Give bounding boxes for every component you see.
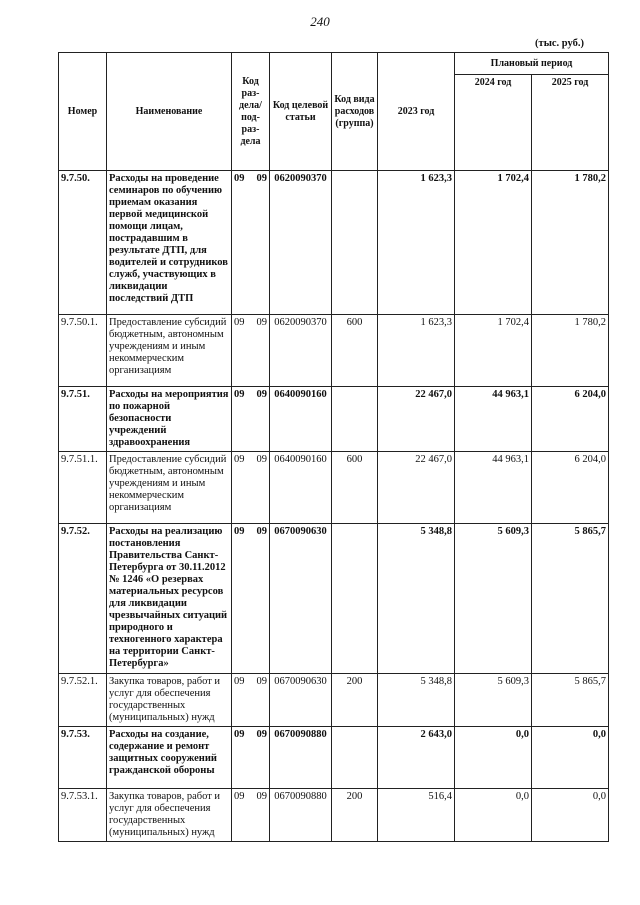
table-body	[59, 171, 609, 842]
row-section-sec1: 09	[234, 791, 245, 802]
row-2024: 1 702,4	[455, 315, 532, 387]
row-section-sec1: 09	[234, 317, 245, 328]
row-section-sec1: 09	[234, 526, 245, 537]
table-row	[59, 452, 609, 524]
table-row	[59, 315, 609, 387]
row-section	[232, 387, 270, 452]
header-name: Наименование	[107, 53, 232, 171]
row-name: Закупка товаров, работ и услуг для обеспечения государственных (муниципальных) нужд	[107, 789, 232, 842]
row-section-sec2: 09	[256, 791, 267, 802]
row-section-sec2: 09	[256, 676, 267, 687]
row-expense	[332, 727, 378, 789]
row-2025: 5 865,7	[532, 524, 609, 674]
row-2023: 1 623,3	[378, 315, 455, 387]
row-name: Предоставление субсидий бюджетным, автономным учреждениям и иным некоммерческим организациям	[107, 452, 232, 524]
header-2023: 2023 год	[378, 53, 455, 171]
row-2025: 6 204,0	[532, 452, 609, 524]
row-section	[232, 524, 270, 674]
row-section-sec2: 09	[256, 526, 267, 537]
row-section-sec1: 09	[234, 729, 245, 740]
row-2024: 44 963,1	[455, 387, 532, 452]
row-2024: 0,0	[455, 727, 532, 789]
row-section-sec1: 09	[234, 173, 245, 184]
row-2025: 0,0	[532, 727, 609, 789]
row-section	[232, 452, 270, 524]
header-target: Код целевой статьи	[270, 53, 332, 171]
row-number: 9.7.51.1.	[59, 452, 107, 524]
row-target: 0670090630	[270, 524, 332, 674]
row-2023: 5 348,8	[378, 524, 455, 674]
row-section-sec2: 09	[256, 317, 267, 328]
row-2023: 22 467,0	[378, 452, 455, 524]
row-section-sec1: 09	[234, 454, 245, 465]
row-section-sec2: 09	[256, 454, 267, 465]
row-2024: 5 609,3	[455, 524, 532, 674]
row-name: Расходы на реализацию постановления Правительства Санкт-Петербурга от 30.11.2012 № 1246 «О резервах материальных ресурсов для ликвидации чрезвычайных ситуаций природного и техногенного характера на территории Санкт-Петербурга»	[107, 524, 232, 674]
row-number: 9.7.52.	[59, 524, 107, 674]
row-number: 9.7.50.1.	[59, 315, 107, 387]
table-row	[59, 674, 609, 727]
header-2024: 2024 год	[455, 75, 532, 171]
row-2025: 1 780,2	[532, 315, 609, 387]
row-expense	[332, 524, 378, 674]
units-label: (тыс. руб.)	[535, 38, 584, 49]
budget-table	[58, 52, 609, 842]
row-target: 0620090370	[270, 315, 332, 387]
row-2023: 22 467,0	[378, 387, 455, 452]
row-section	[232, 674, 270, 727]
row-2023: 1 623,3	[378, 171, 455, 315]
row-number: 9.7.53.1.	[59, 789, 107, 842]
row-section-sec1: 09	[234, 676, 245, 687]
row-section-sec1: 09	[234, 389, 245, 400]
header-section: Код раз- дела/ под- раз- дела	[232, 53, 270, 171]
row-name: Предоставление субсидий бюджетным, автономным учреждениям и иным некоммерческим организациям	[107, 315, 232, 387]
row-number: 9.7.52.1.	[59, 674, 107, 727]
row-section	[232, 789, 270, 842]
header-expense: Код вида расходов (группа)	[332, 53, 378, 171]
row-2023: 5 348,8	[378, 674, 455, 727]
page-number: 240	[310, 14, 330, 29]
row-target: 0640090160	[270, 387, 332, 452]
row-name: Расходы на мероприятия по пожарной безопасности учреждений здравоохранения	[107, 387, 232, 452]
row-2025: 6 204,0	[532, 387, 609, 452]
row-2024: 5 609,3	[455, 674, 532, 727]
row-expense: 200	[332, 674, 378, 727]
row-target: 0670090880	[270, 789, 332, 842]
row-2024: 44 963,1	[455, 452, 532, 524]
row-2025: 5 865,7	[532, 674, 609, 727]
row-name: Расходы на проведение семинаров по обучению приемам оказания первой медицинской помощи лицам, пострадавшим в результате ДТП, для водителей и сотрудников служб, участвующих в ликвидации последствий ДТП	[107, 171, 232, 315]
row-2024: 1 702,4	[455, 171, 532, 315]
row-number: 9.7.51.	[59, 387, 107, 452]
row-section-sec2: 09	[256, 173, 267, 184]
row-number: 9.7.50.	[59, 171, 107, 315]
header-2025: 2025 год	[532, 75, 609, 171]
row-expense	[332, 171, 378, 315]
row-expense: 200	[332, 789, 378, 842]
row-expense: 600	[332, 315, 378, 387]
row-section	[232, 171, 270, 315]
row-target: 0670090880	[270, 727, 332, 789]
row-2023: 2 643,0	[378, 727, 455, 789]
row-target: 0670090630	[270, 674, 332, 727]
row-section-sec2: 09	[256, 389, 267, 400]
row-target: 0640090160	[270, 452, 332, 524]
row-name: Расходы на создание, содержание и ремонт защитных сооружений гражданской обороны	[107, 727, 232, 789]
row-number: 9.7.53.	[59, 727, 107, 789]
row-section	[232, 315, 270, 387]
table-row	[59, 727, 609, 789]
row-2025: 0,0	[532, 789, 609, 842]
table-row	[59, 171, 609, 315]
header-number: Номер	[59, 53, 107, 171]
row-name: Закупка товаров, работ и услуг для обеспечения государственных (муниципальных) нужд	[107, 674, 232, 727]
row-expense: 600	[332, 452, 378, 524]
row-2025: 1 780,2	[532, 171, 609, 315]
header-plan: Плановый период	[455, 53, 609, 75]
table-row	[59, 524, 609, 674]
table-row	[59, 387, 609, 452]
row-target: 0620090370	[270, 171, 332, 315]
row-2024: 0,0	[455, 789, 532, 842]
row-section-sec2: 09	[256, 729, 267, 740]
table-row	[59, 789, 609, 842]
row-2023: 516,4	[378, 789, 455, 842]
row-expense	[332, 387, 378, 452]
row-section	[232, 727, 270, 789]
